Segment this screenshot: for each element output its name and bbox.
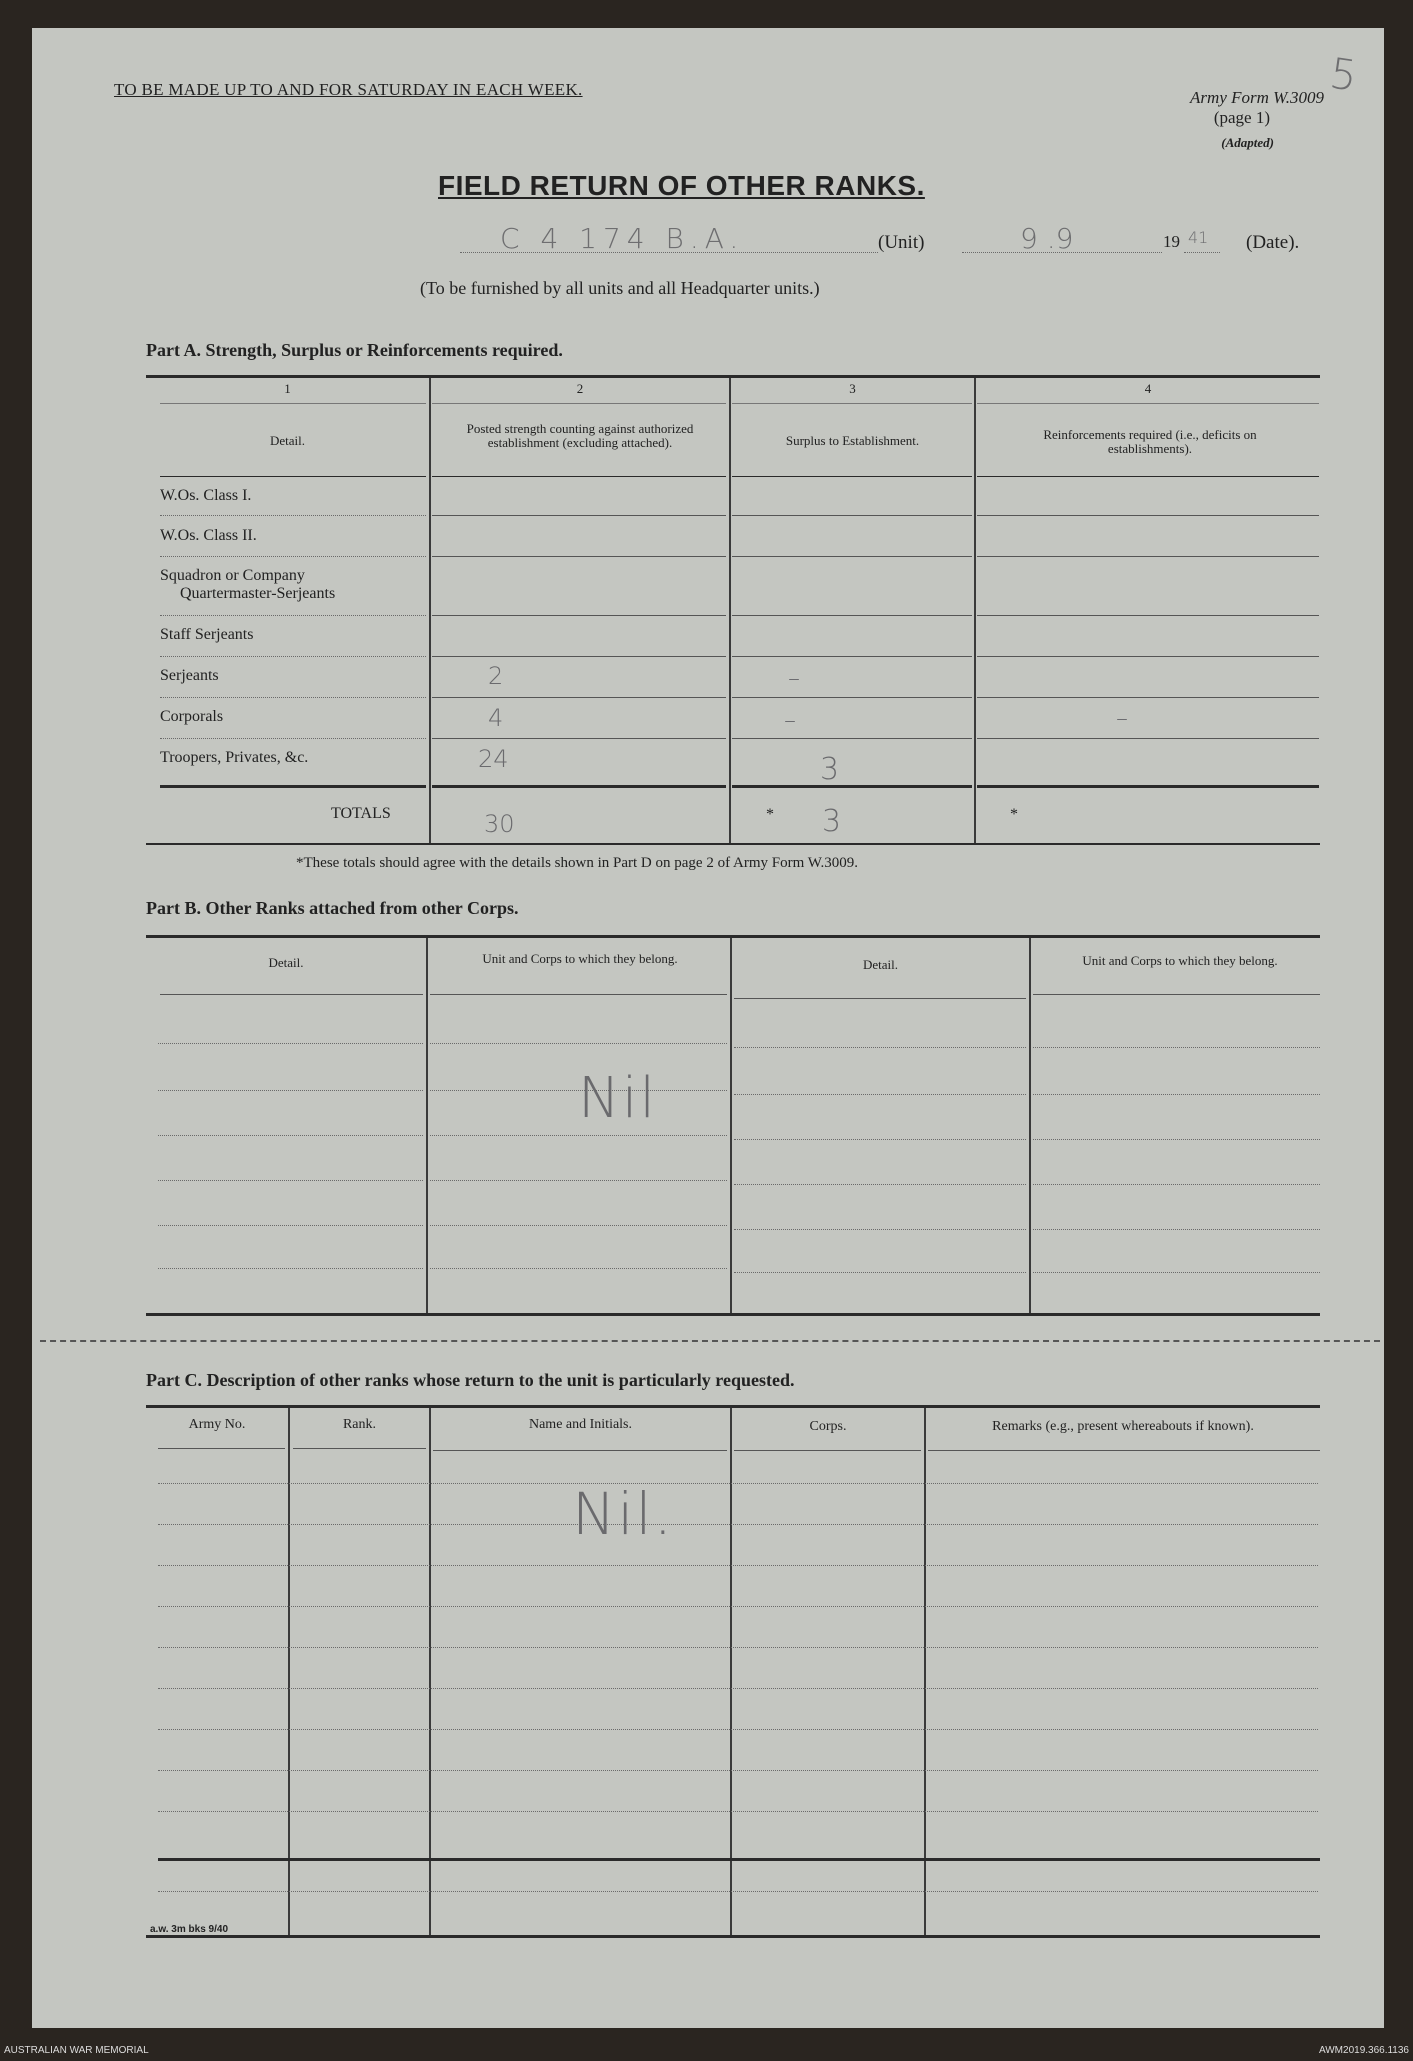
serjeants-surplus-value: – [788,664,800,692]
col-header-detail: Detail. [269,433,305,448]
col-number-2: 2 [576,381,584,396]
year-label: 19 [1163,232,1180,251]
c-col-corps: Corps. [809,1419,847,1434]
part-a-footnote: *These totals should agree with the details shown in Part D on page 2 of Army Form W.3009. [296,855,859,871]
col-number-3: 3 [849,381,856,396]
b-col-unit-1: Unit and Corps to which they belong. [482,951,678,966]
c-col-rank: Rank. [342,1417,377,1432]
row-label-cqms-2: Quartermaster-Serjeants [180,585,336,602]
page-title: FIELD RETURN OF OTHER RANKS. [438,170,925,201]
col-number-1: 1 [284,381,291,396]
archive-reference: AWM2019.366.1136 [1318,2045,1409,2056]
c-col-army-no: Army No. [188,1417,246,1432]
serjeants-posted-value: 2 [488,662,504,690]
part-c-nil-handwritten: Nil. [572,1480,675,1548]
row-label-cqms: Squadron or Company [160,567,305,584]
privates-surplus-value: 3 [820,752,840,787]
corporals-reinforcements-value: – [1116,704,1128,732]
col-header-posted: Posted strength counting against authorized establishment (excluding attached). [466,421,694,450]
c-col-name: Name and Initials. [528,1417,633,1432]
part-b-title: Part B. Other Ranks attached from other Corps. [146,898,519,918]
totals-surplus-asterisk: * [766,806,774,823]
totals-label: TOTALS [331,805,391,822]
unit-label: (Unit) [878,232,925,253]
corporals-surplus-value: – [784,706,796,734]
row-label-corporals: Corporals [160,708,224,725]
print-code: a.w. 3m bks 9/40 [150,1924,229,1935]
page-number-handwritten: 5 [1326,48,1361,101]
row-label-wo2: W.Os. Class II. [160,527,257,544]
part-b-nil-handwritten: Nil [578,1066,658,1131]
form-adapted: (Adapted) [1221,135,1274,150]
form-page: (page 1) [1213,108,1270,127]
archive-credit: AUSTRALIAN WAR MEMORIAL [4,2045,149,2056]
year-handwritten: 41 [1188,228,1209,247]
row-label-privates: Troopers, Privates, &c. [160,749,309,766]
top-note: TO BE MADE UP TO AND FOR SATURDAY IN EACH WEEK. [114,80,583,99]
totals-reinforcements-asterisk: * [1010,806,1018,823]
totals-posted-value: 30 [484,810,515,838]
date-label: (Date). [1246,232,1300,253]
row-label-staff-serjeants: Staff Serjeants [160,626,254,643]
b-col-unit-2: Unit and Corps to which they belong. [1082,953,1278,968]
date-handwritten: 9 .9 [1020,222,1074,255]
corporals-posted-value: 4 [488,704,504,732]
col-header-surplus: Surplus to Establishment. [785,433,920,448]
b-col-detail-2: Detail. [862,957,898,972]
part-a-title: Part A. Strength, Surplus or Reinforcements required. [146,340,563,360]
col-number-4: 4 [1144,381,1152,396]
privates-posted-value: 24 [478,745,509,773]
b-col-detail-1: Detail. [268,955,304,970]
totals-surplus-value: 3 [822,804,842,839]
instruction-text: (To be furnished by all units and all Headquarter units.) [420,278,820,298]
form-number: Army Form W.3009 [1190,88,1324,107]
c-col-remarks: Remarks (e.g., present whereabouts if known). [992,1419,1254,1434]
part-c-title: Part C. Description of other ranks whose return to the unit is particularly requested. [146,1370,795,1390]
row-label-wo1: W.Os. Class I. [160,487,252,504]
row-label-serjeants: Serjeants [160,667,219,684]
col-header-reinforcements: Reinforcements required (i.e., deficits on establishments). [1043,427,1257,456]
unit-handwritten: C 4 174 B.A. [500,222,745,255]
